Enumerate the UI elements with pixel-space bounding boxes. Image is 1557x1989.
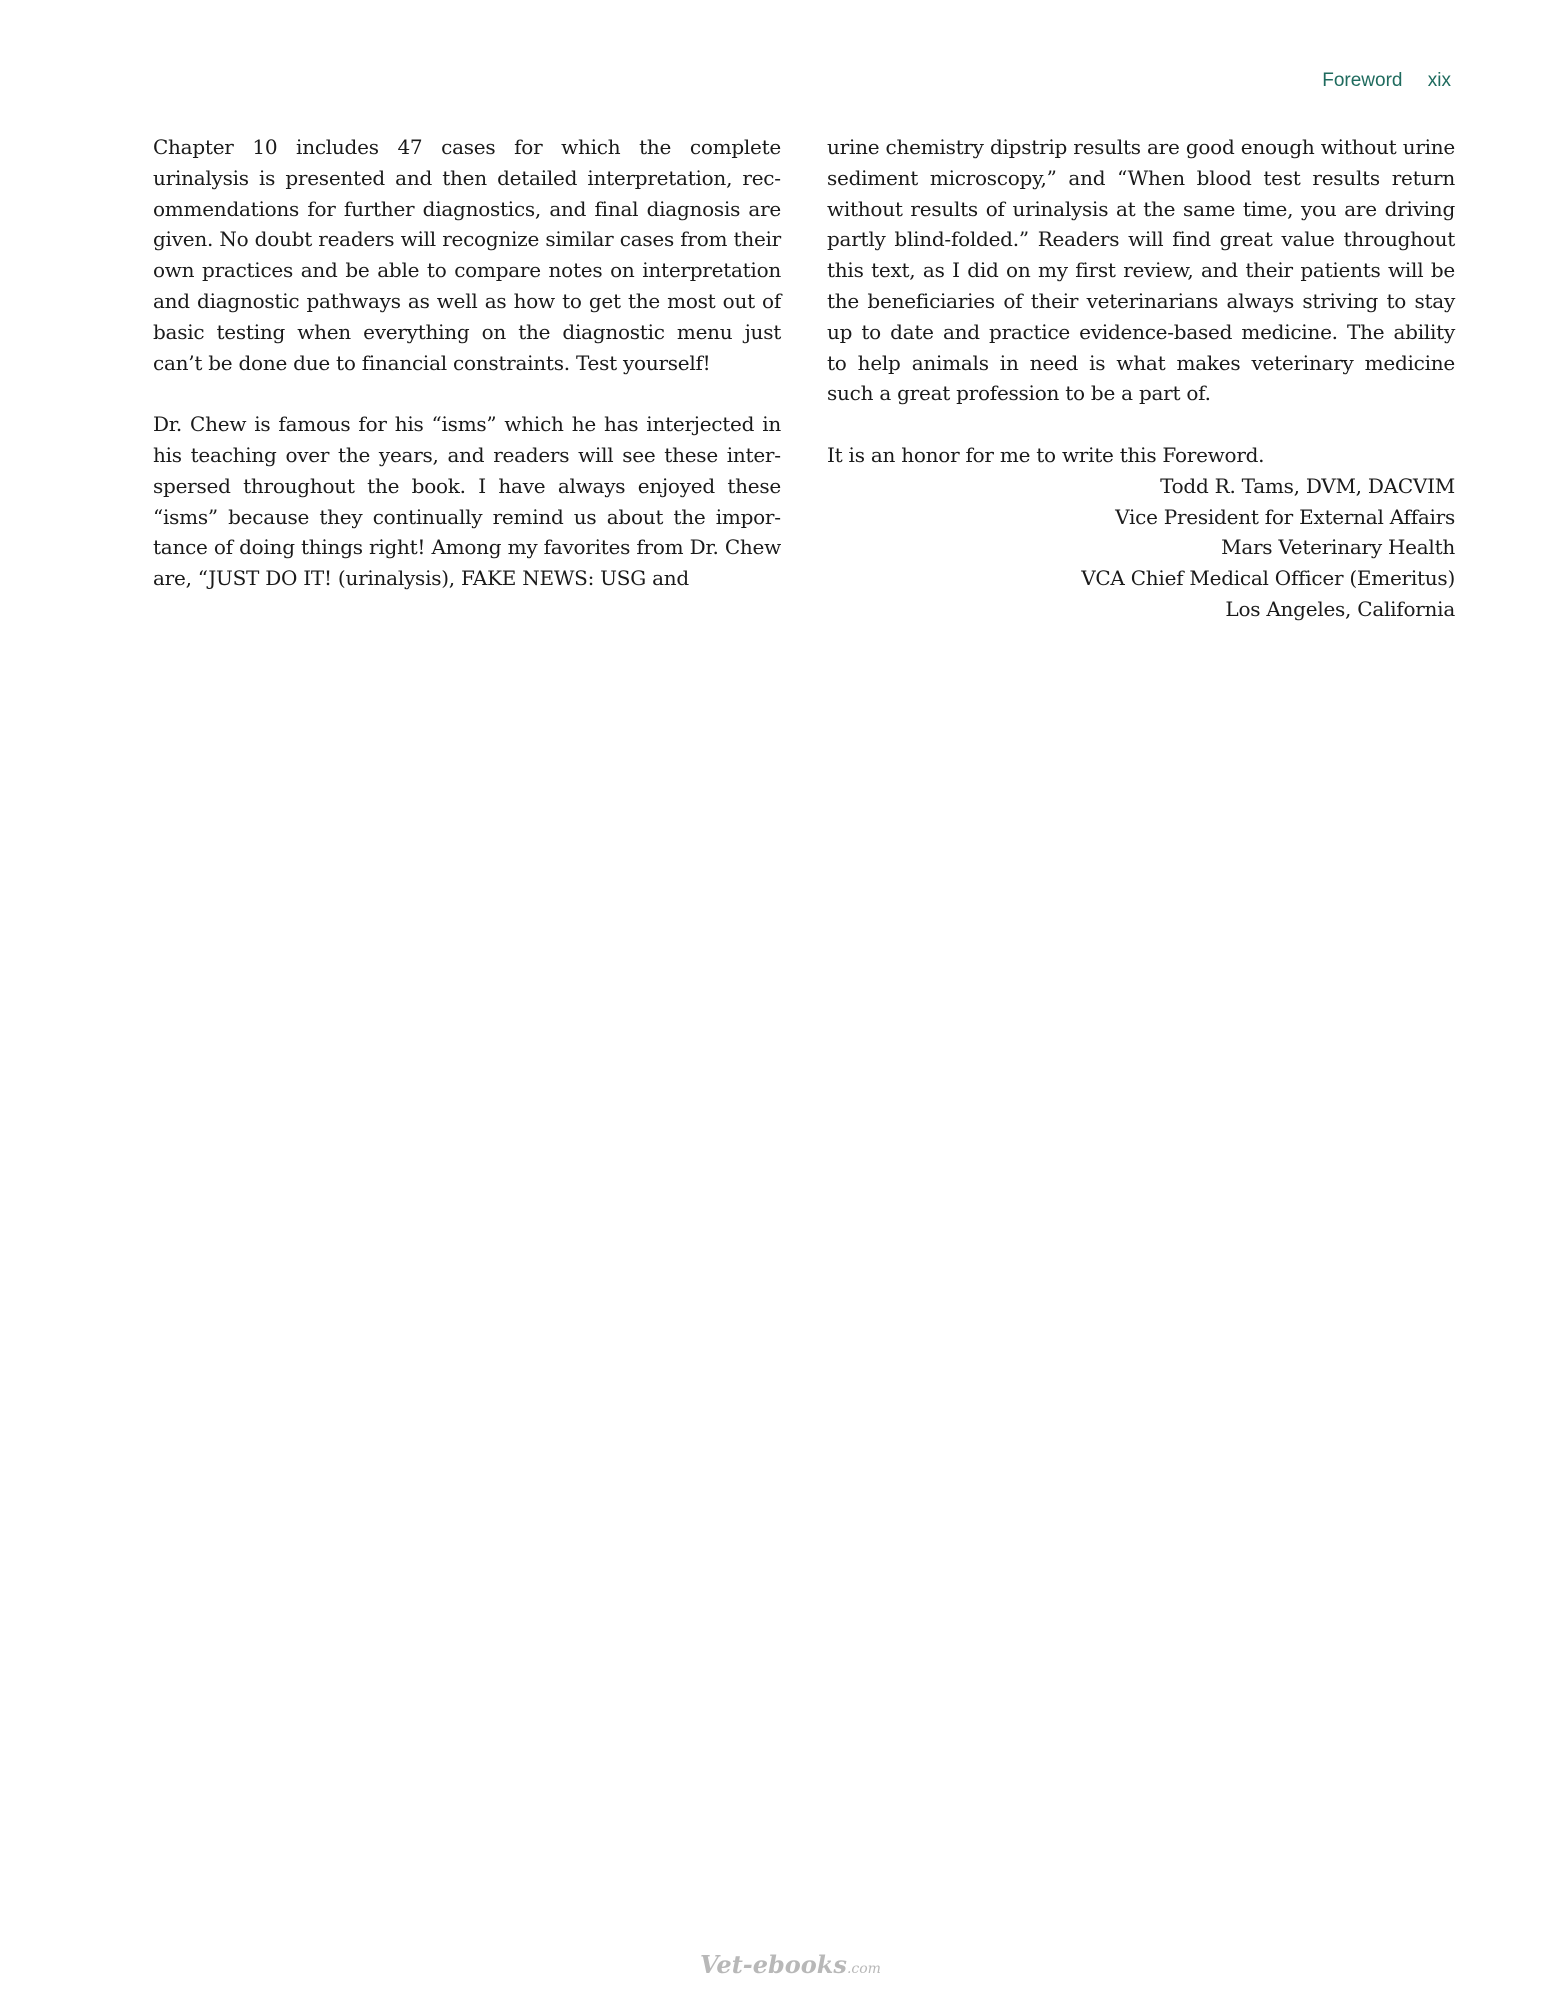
watermark-suffix: .com — [846, 1961, 881, 1977]
left-column — [153, 132, 781, 594]
signature-role: VCA Chief Medical Officer (Emeritus) — [1081, 566, 1455, 591]
section-title: Foreword — [1322, 70, 1403, 91]
body-paragraph: urine chemistry dipstrip results are good enough without urine sediment microscopy,” and “When blood test results return without results of urinalysis at the same time, you are driving partly blind-folded.” Readers will find great value throughout this text, as I did on my first review, and their patients will be the beneficiaries of their veterinarians always striving to stay up to date and practice evidence-based medicine. The ability to help animals in need is what makes veterinary medicine such a great profession to be a part of. — [827, 135, 1455, 406]
signature-name: Todd R. Tams, DVM, DACVIM — [1160, 473, 1455, 498]
body-paragraph: Dr. Chew is famous for his “isms” which he has interjected in his teaching over the years, and readers will see these interspersed throughout the book. I have always enjoyed these “isms” because they continually remind us about the importance of doing things right! Among my favorites from Dr. Chew are, “JUST DO IT! (urinalysis), FAKE NEWS: USG and — [153, 412, 781, 591]
body-paragraph: Chapter 10 includes 47 cases for which the complete urinalysis is presented and then detailed interpretation, recommendations for further diagnostics, and final diagnosis are given. No doubt readers will recognize similar cases from their own practices and be able to compare notes on interpretation and diagnostic pathways as well as how to get the most out of basic testing when everything on the diagnostic menu just can’t be done due to financial constraints. Test yourself! — [153, 135, 781, 375]
running-header — [1322, 70, 1451, 92]
signature-organization: Mars Veterinary Health — [1221, 535, 1455, 560]
right-column — [827, 132, 1455, 625]
signature-location: Los Angeles, California — [1225, 596, 1455, 621]
watermark-logo — [700, 1950, 881, 1979]
signature-block — [827, 471, 1455, 625]
signature-title: Vice President for External Affairs — [1115, 504, 1455, 529]
watermark-main: Vet-ebooks — [700, 1950, 847, 1979]
page-number: xix — [1427, 70, 1451, 91]
closing-sentence: It is an honor for me to write this Foreword. — [827, 442, 1265, 467]
